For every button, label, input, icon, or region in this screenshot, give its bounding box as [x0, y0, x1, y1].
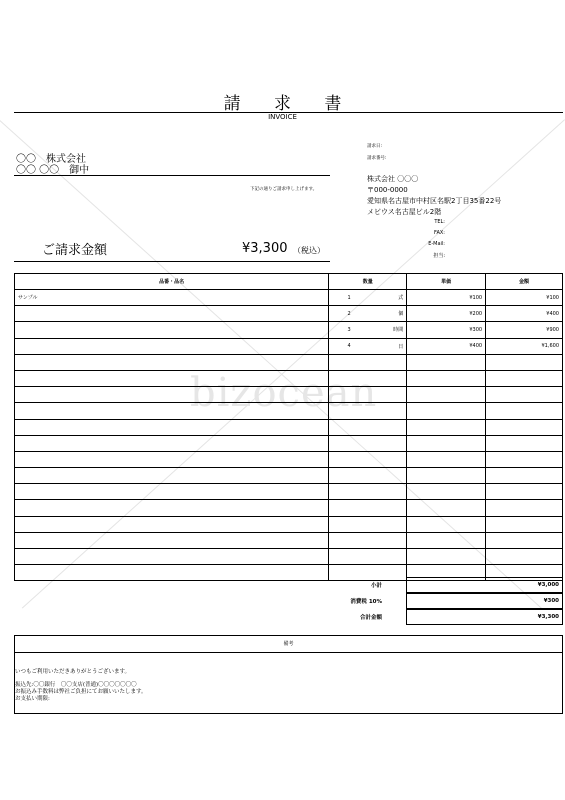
- item-name-cell: サンプル: [15, 290, 329, 306]
- amount-cell: [486, 403, 563, 419]
- unit-price-cell: [407, 435, 486, 451]
- quantity-cell: 2: [329, 306, 369, 322]
- table-row: [15, 338, 563, 354]
- tel-label: TEL:: [434, 219, 445, 225]
- item-name-cell: [15, 549, 329, 565]
- item-name-cell: [15, 565, 329, 581]
- amount-cell: [486, 370, 563, 386]
- issuer-address: 愛知県名古屋市中村区名駅2丁目35番22号: [367, 197, 502, 205]
- billing-total-label: ご請求金額: [42, 243, 108, 258]
- unit-cell: [369, 468, 407, 484]
- item-name-cell: [15, 338, 329, 354]
- page-subtitle: INVOICE: [268, 113, 297, 121]
- quantity-cell: [329, 516, 369, 532]
- unit-price-cell: [407, 532, 486, 548]
- amount-cell: [486, 354, 563, 370]
- watermark-logo: bizocean: [190, 370, 378, 416]
- remarks-due-label: お支払い期限:: [15, 696, 50, 702]
- amount-cell: [486, 451, 563, 467]
- invoice-date-label: 請求日:: [367, 144, 383, 149]
- item-name-cell: [15, 419, 329, 435]
- issuer-company: 株式会社 〇〇〇: [367, 175, 419, 183]
- unit-cell: 日: [369, 338, 407, 354]
- item-name-cell: [15, 516, 329, 532]
- quantity-cell: [329, 484, 369, 500]
- unit-cell: 時間: [369, 322, 407, 338]
- remarks-fee-note: お振込み手数料は弊社ご負担にてお願いいたします。: [15, 689, 147, 695]
- quantity-cell: [329, 500, 369, 516]
- item-name-cell: [15, 370, 329, 386]
- item-name-cell: [15, 306, 329, 322]
- header-amount: 金額: [486, 274, 563, 290]
- amount-cell: ¥400: [486, 306, 563, 322]
- unit-cell: [369, 532, 407, 548]
- grand-total-value: ¥3,300: [406, 609, 563, 625]
- header-item-name: 品番・品名: [15, 274, 329, 290]
- unit-cell: [369, 354, 407, 370]
- quantity-cell: [329, 468, 369, 484]
- quantity-cell: [329, 403, 369, 419]
- amount-cell: [486, 387, 563, 403]
- item-name-cell: [15, 322, 329, 338]
- unit-cell: [369, 403, 407, 419]
- item-name-cell: [15, 387, 329, 403]
- unit-price-cell: [407, 451, 486, 467]
- unit-price-cell: [407, 370, 486, 386]
- table-row: [15, 370, 563, 386]
- fax-label: FAX:: [434, 230, 445, 236]
- items-table: [14, 273, 563, 581]
- quantity-cell: 4: [329, 338, 369, 354]
- item-name-cell: [15, 451, 329, 467]
- amount-cell: [486, 516, 563, 532]
- quantity-cell: [329, 419, 369, 435]
- unit-cell: [369, 565, 407, 581]
- table-row: [15, 306, 563, 322]
- page-title: 請 求 書: [223, 94, 356, 114]
- tax-included-note: （税込）: [293, 246, 325, 255]
- table-row: [15, 419, 563, 435]
- remarks-thanks: いつもご利用いただきありがとうございます。: [15, 669, 131, 675]
- total-divider: [14, 261, 330, 262]
- quantity-cell: [329, 354, 369, 370]
- issuer-postal: 〒000-0000: [367, 186, 408, 194]
- client-divider: [14, 175, 330, 176]
- amount-cell: [486, 500, 563, 516]
- unit-price-cell: ¥400: [407, 338, 486, 354]
- unit-price-cell: [407, 354, 486, 370]
- item-name-cell: [15, 532, 329, 548]
- amount-cell: [486, 484, 563, 500]
- table-row: [15, 532, 563, 548]
- unit-cell: 個: [369, 306, 407, 322]
- unit-price-cell: [407, 403, 486, 419]
- contact-person-label: 担当:: [433, 253, 445, 259]
- table-row: [15, 290, 563, 306]
- grand-total-label: 合計金額: [359, 615, 382, 621]
- item-name-cell: [15, 500, 329, 516]
- table-row: [15, 322, 563, 338]
- invoice-number-label: 請求番号:: [367, 156, 387, 161]
- amount-cell: [486, 468, 563, 484]
- amount-cell: [486, 532, 563, 548]
- unit-price-cell: ¥200: [407, 306, 486, 322]
- client-person: 〇〇 〇〇 御中: [16, 165, 90, 176]
- amount-cell: [486, 549, 563, 565]
- unit-price-cell: [407, 549, 486, 565]
- item-name-cell: [15, 484, 329, 500]
- amount-cell: ¥900: [486, 322, 563, 338]
- unit-cell: [369, 500, 407, 516]
- quantity-cell: [329, 451, 369, 467]
- unit-price-cell: [407, 484, 486, 500]
- unit-cell: [369, 549, 407, 565]
- unit-price-cell: [407, 387, 486, 403]
- quantity-cell: [329, 549, 369, 565]
- quantity-cell: [329, 435, 369, 451]
- unit-cell: [369, 435, 407, 451]
- remarks-box: [14, 635, 563, 714]
- amount-cell: [486, 435, 563, 451]
- amount-cell: ¥100: [486, 290, 563, 306]
- unit-cell: [369, 387, 407, 403]
- table-row: [15, 500, 563, 516]
- item-name-cell: [15, 435, 329, 451]
- item-name-cell: [15, 468, 329, 484]
- client-company: 〇〇 株式会社: [16, 154, 86, 165]
- table-row: [15, 354, 563, 370]
- unit-cell: [369, 484, 407, 500]
- table-row: [15, 549, 563, 565]
- unit-price-cell: [407, 468, 486, 484]
- table-row: [15, 468, 563, 484]
- quantity-cell: [329, 565, 369, 581]
- quantity-cell: [329, 370, 369, 386]
- item-name-cell: [15, 403, 329, 419]
- tax-label: 消費税 10%: [350, 599, 382, 605]
- unit-price-cell: [407, 500, 486, 516]
- table-row: [15, 387, 563, 403]
- unit-price-cell: ¥300: [407, 322, 486, 338]
- quantity-cell: 3: [329, 322, 369, 338]
- unit-cell: [369, 451, 407, 467]
- header-unit-price: 単価: [407, 274, 486, 290]
- quantity-cell: [329, 532, 369, 548]
- quantity-cell: [329, 387, 369, 403]
- table-header-row: [15, 274, 563, 290]
- remarks-bank: 振込先:〇〇銀行 〇〇支店(普通)〇〇〇〇〇〇〇: [15, 682, 137, 688]
- unit-cell: 式: [369, 290, 407, 306]
- header-quantity: 数量: [329, 274, 407, 290]
- billing-total-value: ¥3,300: [242, 241, 288, 256]
- issuer-building: メビウス名古屋ビル2階: [367, 208, 442, 216]
- table-row: [15, 435, 563, 451]
- unit-cell: [369, 370, 407, 386]
- table-row: [15, 451, 563, 467]
- remarks-heading: 備考: [15, 636, 562, 653]
- quantity-cell: 1: [329, 290, 369, 306]
- unit-cell: [369, 516, 407, 532]
- table-row: [15, 484, 563, 500]
- unit-price-cell: [407, 419, 486, 435]
- unit-price-cell: ¥100: [407, 290, 486, 306]
- invoice-note: 下記の通りご請求申し上げます。: [250, 187, 318, 192]
- table-row: [15, 403, 563, 419]
- subtotal-value: ¥3,000: [406, 577, 563, 593]
- item-name-cell: [15, 354, 329, 370]
- subtotal-label: 小計: [370, 583, 382, 589]
- unit-price-cell: [407, 516, 486, 532]
- amount-cell: ¥1,600: [486, 338, 563, 354]
- email-label: E-Mail:: [428, 241, 445, 247]
- table-row: [15, 516, 563, 532]
- amount-cell: [486, 419, 563, 435]
- unit-cell: [369, 419, 407, 435]
- tax-value: ¥300: [406, 593, 563, 609]
